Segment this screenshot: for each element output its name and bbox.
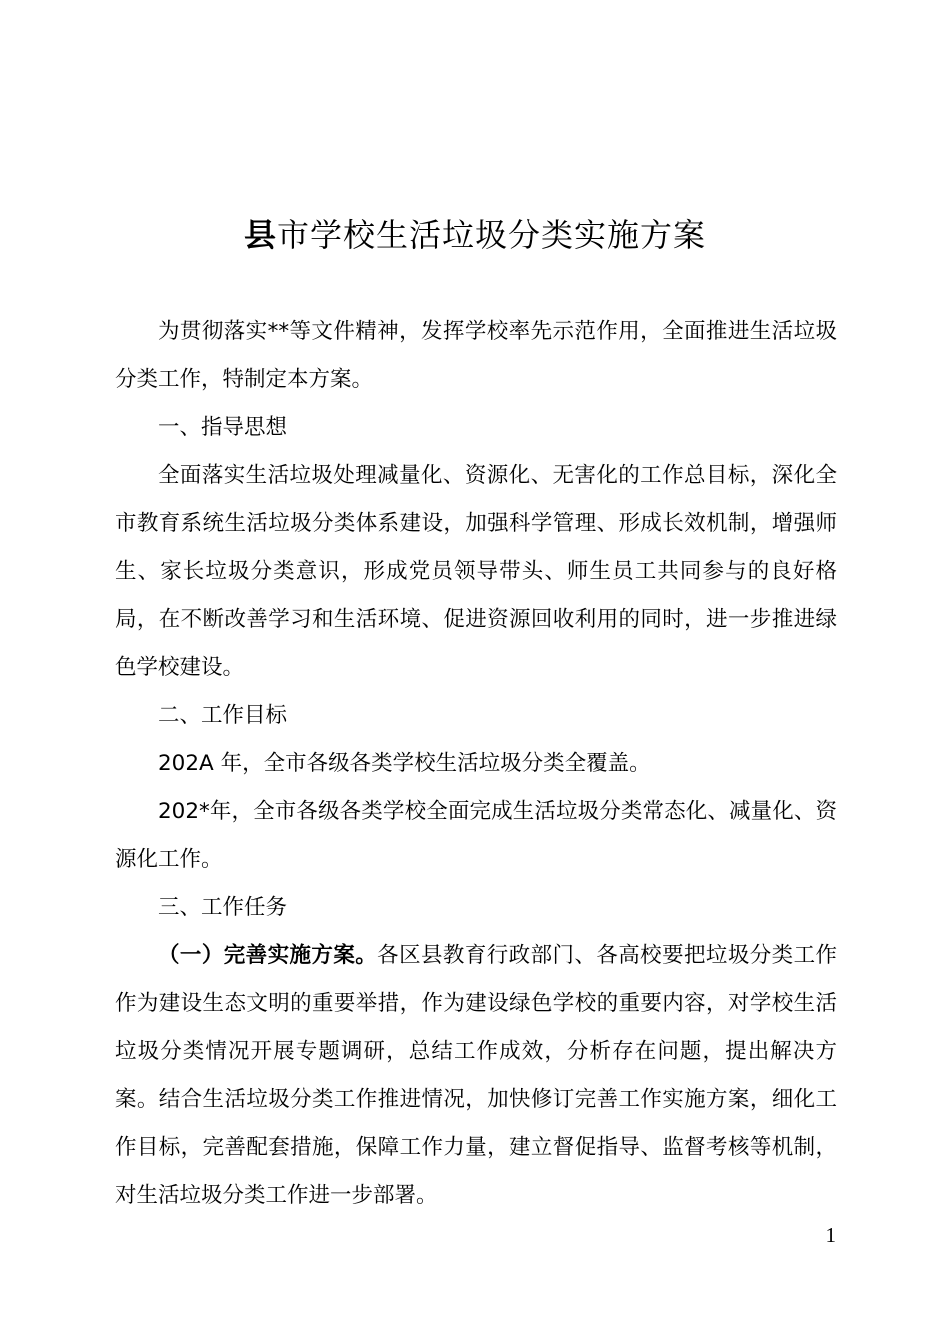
task-1-body: 各区县教育行政部门、各高校要把垃圾分类工作作为建设生态文明的重要举措，作为建设绿色学校的重要内容，对学校生活垃圾分类情况开展专题调研，总结工作成效，分析存在问题，提出解决方案。结合生活垃圾分类工作推进情况，加快修订完善工作实施方案，细化工作目标，完善配套措施，保障工作力量，建立督促指导、监督考核等机制，对生活垃圾分类工作进一步部署。 [115,943,837,1208]
section-heading-work-goals: 二、工作目标 [158,703,288,728]
task-1-lead: （一）完善实施方案。 [158,943,378,968]
section-heading-work-tasks: 三、工作任务 [158,895,288,920]
section-heading-guiding-ideology: 一、指导思想 [158,415,288,440]
title-first-char: 县 [243,216,277,254]
work-goal-paragraph-1: 202A 年，全市各级各类学校生活垃圾分类全覆盖。 [158,751,651,776]
title-rest: 市学校生活垃圾分类实施方案 [277,216,707,254]
page-number: 1 [825,1223,836,1247]
work-goal-paragraph-2: 202*年，全市各级各类学校全面完成生活垃圾分类常态化、减量化、资源化工作。 [115,799,837,872]
guiding-ideology-paragraph: 全面落实生活垃圾处理减量化、资源化、无害化的工作总目标，深化全市教育系统生活垃圾分类体系建设，加强科学管理、形成长效机制，增强师生、家长垃圾分类意识，形成党员领导带头、师生员工共同参与的良好格局，在不断改善学习和生活环境、促进资源回收利用的同时，进一步推进绿色学校建设。 [115,463,837,680]
document-title [0,207,950,263]
document-body [115,308,837,1220]
task-1-paragraph [115,932,837,1220]
intro-paragraph: 为贯彻落实**等文件精神，发挥学校率先示范作用，全面推进生活垃圾分类工作，特制定本方案。 [115,319,837,392]
